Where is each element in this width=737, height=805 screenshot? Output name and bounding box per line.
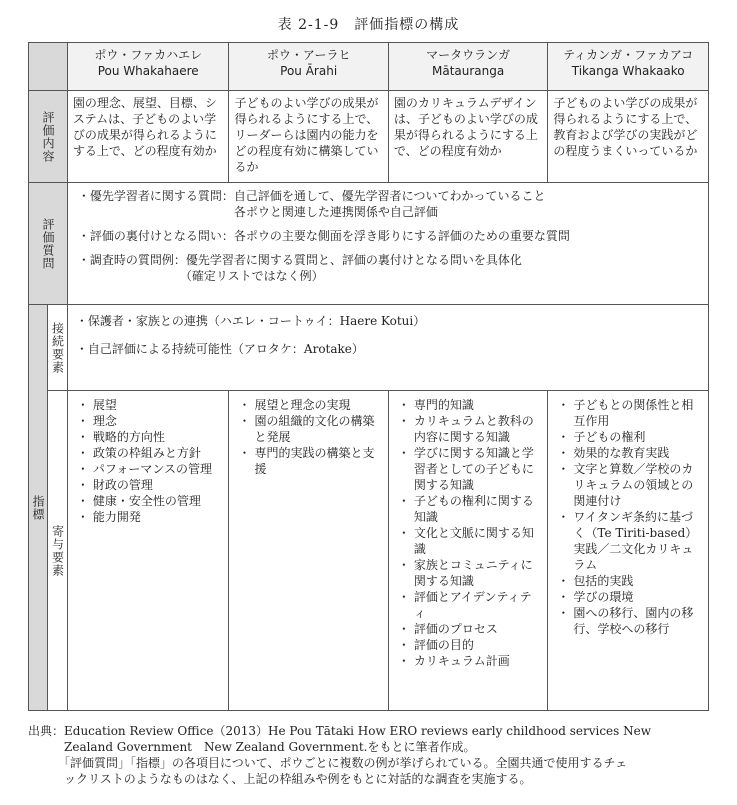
content-cell: 園の理念、展望、目標、システムは、子どものよい学びの成果が得られるようにする上で、どの程度有効か: [67, 91, 229, 183]
indicator-column: [67, 391, 229, 711]
side-label-connection: 接続要素: [47, 305, 67, 391]
evaluation-indicator-table: [28, 42, 709, 711]
question-item: ・評価の裏付けとなる問い：各ポウの主要な側面を浮き彫りにする評価のための重要な質問: [77, 229, 570, 243]
indicator-item: ・ 学びに関する知識と学習者としての子どもに関する知識: [414, 445, 541, 493]
indicator-item: ・ 能力開発: [93, 509, 222, 525]
indicator-column: [548, 391, 709, 711]
indicator-item: ・ 財政の管理: [93, 477, 222, 493]
column-header-jp: ポウ・アーラヒ: [266, 48, 351, 62]
indicator-column: [388, 391, 548, 711]
indicator-item: ・ 展望と理念の実現: [254, 397, 380, 413]
indicator-item: ・ 文化と文脈に関する知識: [414, 525, 541, 557]
indicator-item: ・ パフォーマンスの管理: [93, 461, 222, 477]
indicator-item: ・ 文字と算数／学校のカリキュラムの領域との関連付け: [573, 461, 701, 509]
question-item: ・調査時の質問例：優先学習者に関する質問と、評価の裏付けとなる問いを具体化 （確定リストではなく例）: [77, 253, 522, 283]
indicator-item: ・ 園の組織的文化の構築と発展: [254, 413, 380, 445]
column-header-en: Pou Ārahi: [280, 64, 338, 78]
indicator-item: ・ 家族とコミュニティに関する知識: [414, 557, 541, 589]
connection-item: ・自己評価による持続可能性（アロタケ：Arotake）: [75, 342, 364, 356]
content-cell: 園のカリキュラムデザインは、子どものよい学びの成果が得られるようにする上で、どの程度有効か: [388, 91, 548, 183]
table-title: 表 2-1-9 評価指標の構成: [277, 17, 460, 33]
indicator-item: ・ 園への移行、園内の移行、学校への移行: [573, 605, 701, 637]
indicator-item: ・ ワイタンギ条約に基づく（Te Tiriti-based）実践／二文化カリキュラム: [573, 509, 701, 573]
corner-cell: [29, 43, 68, 91]
footnote-line: ックリストのようなものはなく、上記の枠組みや例をもとに対話的な調査を実施する。: [28, 772, 532, 786]
footnote-line: 「評価質問」「指標」の各項目について、ポウごとに複数の例が挙げられている。全園共通で使用するチェ: [28, 756, 628, 770]
indicator-item: ・ 評価とアイデンティティ: [414, 589, 541, 621]
column-header-en: Pou Whakahaere: [97, 64, 199, 78]
connection-cell: [67, 305, 708, 391]
indicator-item: ・ 専門的実践の構築と支援: [254, 445, 380, 477]
indicator-item: ・ 包括的実践: [573, 573, 701, 589]
column-header-en: Tikanga Whakaako: [571, 64, 685, 78]
indicator-item: ・ 評価のプロセス: [414, 621, 541, 637]
column-header-jp: ポウ・ファカハエレ: [94, 48, 203, 62]
indicator-item: ・ 戦略的方向性: [93, 429, 222, 445]
indicator-item: ・ 政策の枠組みと方針: [93, 445, 222, 461]
indicator-item: ・ 子どもの権利に関する知識: [414, 493, 541, 525]
content-cell: 子どものよい学びの成果が得られるようにする上で、リーダーらは園内の能力をどの程度有効に構築しているか: [229, 91, 388, 183]
footnote: [28, 723, 718, 787]
column-header: [67, 43, 229, 91]
content-cell: 子どものよい学びの成果が得られるようにする上で、教育および学びの実践がどの程度うまくいっているか: [548, 91, 709, 183]
side-label-indicators: 指標: [29, 305, 48, 711]
indicator-item: ・ 子どもとの関係性と相互作用: [573, 397, 701, 429]
indicator-item: ・ 専門的知識: [414, 397, 541, 413]
indicator-item: ・ 健康・安全性の管理: [93, 493, 222, 509]
indicator-item: ・ カリキュラム計画: [414, 653, 541, 669]
column-header-jp: ティカンガ・ファカアコ: [563, 48, 694, 62]
footnote-line: 出典：Education Review Office（2013）He Pou Tātaki How ERO reviews early childhood services New: [28, 724, 651, 738]
footnote-line: Zealand Government New Zealand Government.をもとに筆者作成。: [28, 740, 476, 754]
indicator-item: ・ 理念: [93, 413, 222, 429]
indicator-item: ・ 効果的な教育実践: [573, 445, 701, 461]
column-header: [229, 43, 388, 91]
column-header: [388, 43, 548, 91]
indicator-column: [229, 391, 388, 711]
side-label-contributing: 寄与要素: [47, 391, 67, 711]
connection-item: ・保護者・家族との連携（ハエレ・コートゥイ：Haere Kotui）: [75, 314, 426, 328]
question-item: ・優先学習者に関する質問：自己評価を通して、優先学習者についてわかっていること 各ポウと関連した連携関係や自己評価: [77, 189, 546, 219]
column-header-en: Mātauranga: [432, 64, 505, 78]
indicator-item: ・ カリキュラムと教科の内容に関する知識: [414, 413, 541, 445]
side-label-content: 評価内容: [29, 91, 68, 183]
indicator-item: ・ 子どもの権利: [573, 429, 701, 445]
side-label-questions: 評価質問: [29, 183, 68, 305]
column-header: [548, 43, 709, 91]
indicator-item: ・ 評価の目的: [414, 637, 541, 653]
questions-cell: [67, 183, 708, 305]
column-header-jp: マータウランガ: [426, 48, 511, 62]
indicator-item: ・ 学びの環境: [573, 589, 701, 605]
indicator-item: ・ 展望: [93, 397, 222, 413]
